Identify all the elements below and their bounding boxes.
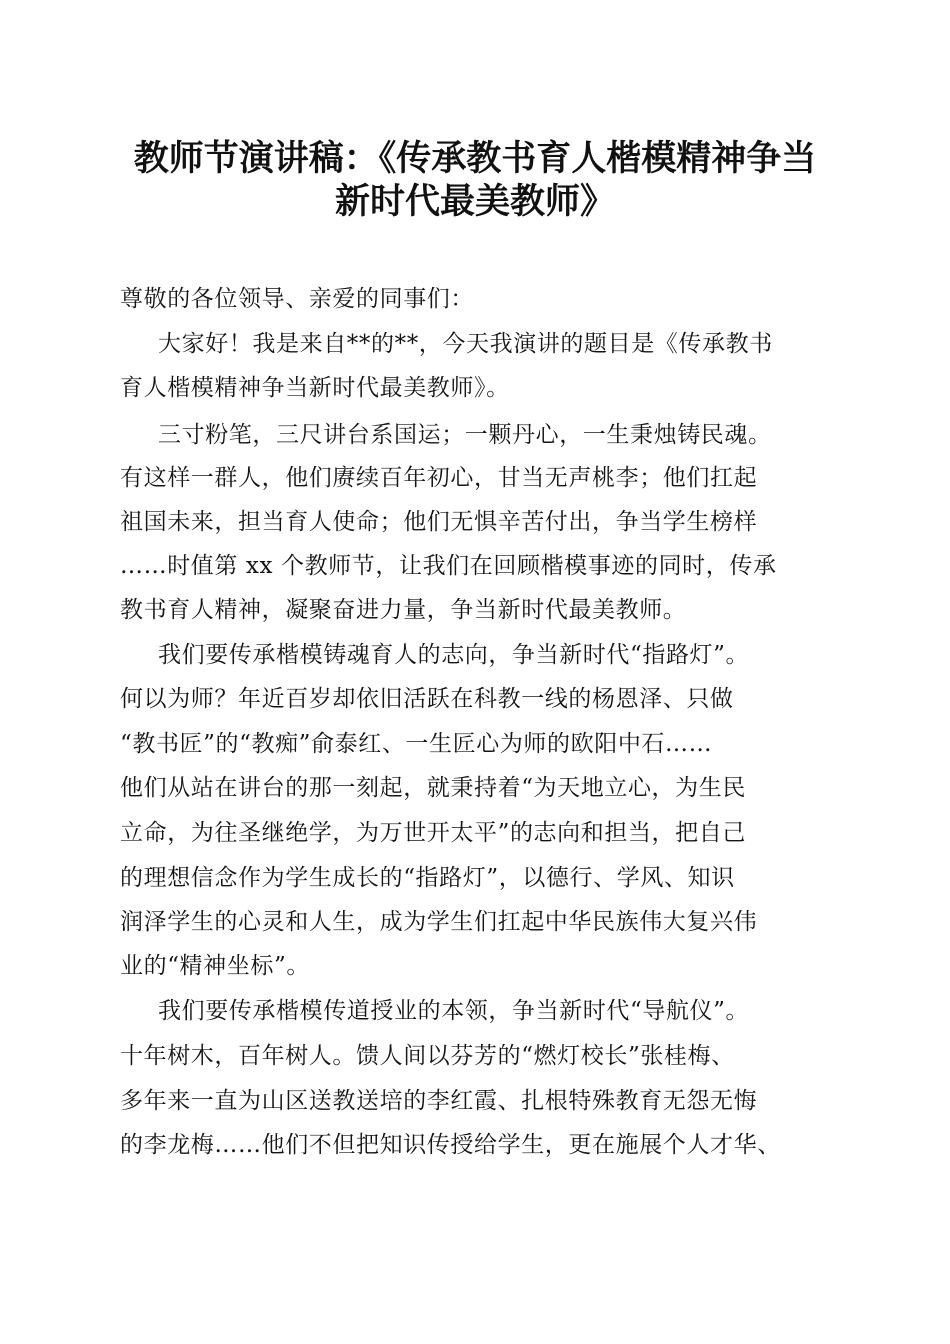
text-line: 教书育人精神，凝聚奋进力量，争当新时代最美教师。 xyxy=(120,597,687,623)
document-title-line-1: 教师节演讲稿：《传承教书育人楷模精神争当 xyxy=(133,139,817,179)
text-line: 何以为师？年近百岁却依旧活跃在科教一线的杨恩泽、只做 xyxy=(120,686,734,712)
text-line: 我们要传承楷模铸魂育人的志向，争当新时代“指路灯”。 xyxy=(158,642,750,668)
text-line: ……时值第 xx 个教师节，让我们在回顾楷模事迹的同时，传承 xyxy=(120,553,777,579)
text-line: 祖国未来，担当育人使命；他们无惧辛苦付出，争当学生榜样 xyxy=(120,509,758,535)
text-line: 育人楷模精神争当新时代最美教师》。 xyxy=(120,375,510,401)
text-line: 立命，为往圣继绝学，为万世开太平”的志向和担当，把自己 xyxy=(120,820,746,846)
text-line: 十年树木，百年树人。馈人间以芬芳的“燃灯校长”张桂梅、 xyxy=(120,1043,735,1069)
text-line: 他们从站在讲台的那一刻起，就秉持着“为天地立心，为生民 xyxy=(120,775,746,801)
text-line: 三寸粉笔，三尺讲台系国运；一颗丹心，一生秉烛铸民魂。 xyxy=(158,422,772,448)
text-line: 的李龙梅……他们不但把知识传授给学生，更在施展个人才华、 xyxy=(120,1132,781,1158)
document-title-line-2: 新时代最美教师》 xyxy=(334,182,615,222)
text-line: 多年来一直为山区送教送培的李红霞、扎根特殊教育无怨无悔 xyxy=(120,1088,758,1114)
text-line: 润泽学生的心灵和人生，成为学生们扛起中华民族伟大复兴伟 xyxy=(120,909,758,935)
text-line: 大家好！我是来自**的**，今天我演讲的题目是《传承教书 xyxy=(158,331,773,357)
text-line: “教书匠”的“教痴”俞泰红、一生匠心为师的欧阳中石…… xyxy=(120,731,713,757)
text-line: 尊敬的各位领导、亲爱的同事们： xyxy=(120,286,474,312)
text-line: 有这样一群人，他们赓续百年初心，甘当无声桃李；他们扛起 xyxy=(120,465,758,491)
text-line: 我们要传承楷模传道授业的本领，争当新时代“导航仪”。 xyxy=(158,998,750,1024)
text-line: 业的“精神坐标”。 xyxy=(120,953,310,979)
text-line: 的理想信念作为学生成长的“指路灯”，以德行、学风、知识 xyxy=(120,865,735,891)
